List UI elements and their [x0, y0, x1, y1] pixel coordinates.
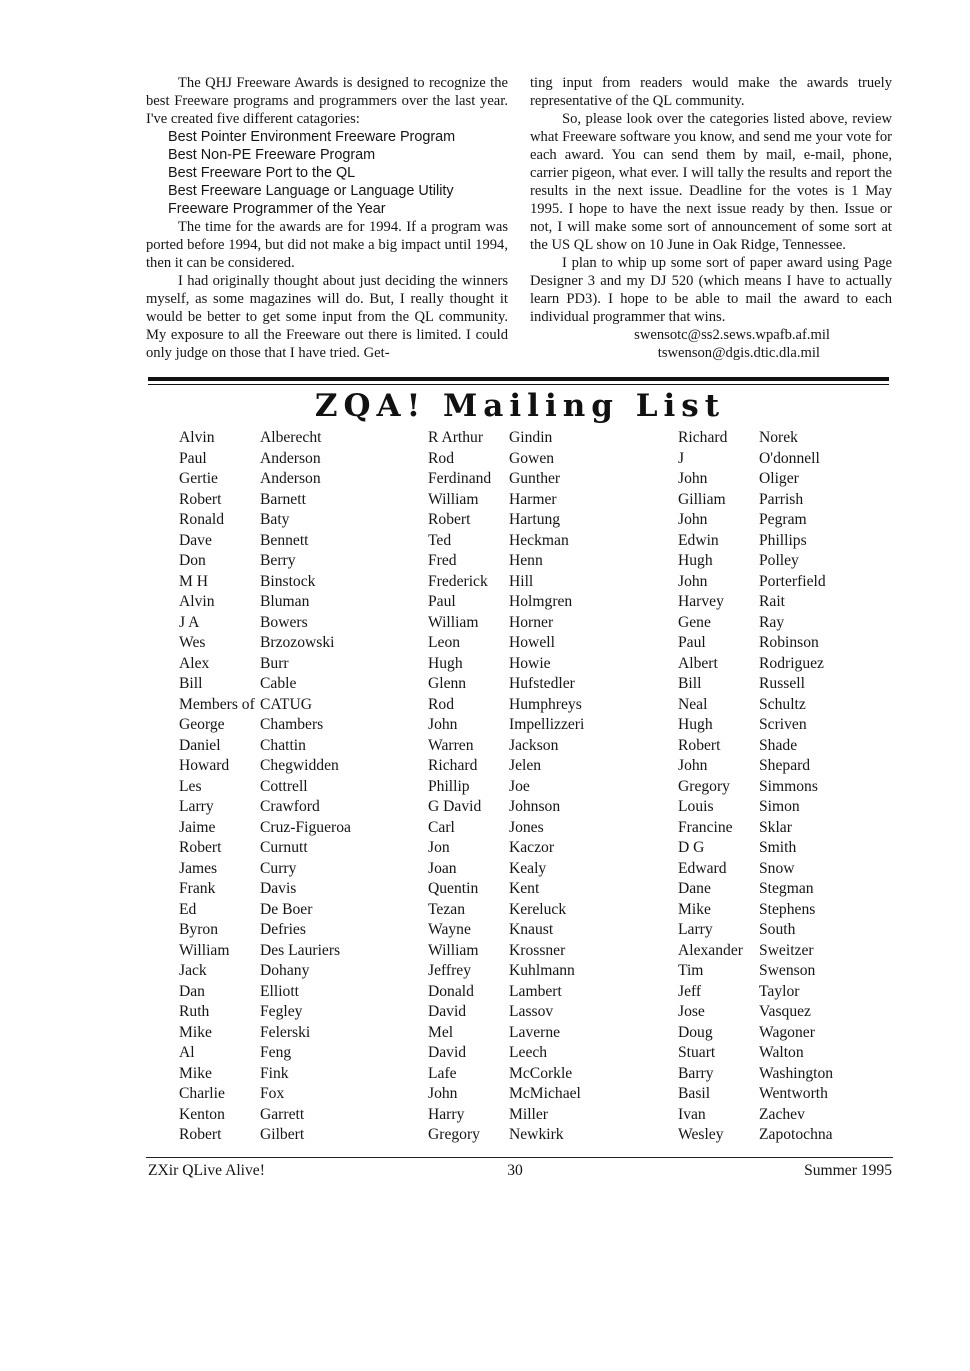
first-name: Kenton	[179, 1105, 225, 1123]
last-name: Smith	[759, 839, 797, 856]
first-name: Mike	[678, 900, 711, 918]
last-name: Berry	[260, 552, 296, 569]
first-name: Gregory	[428, 1126, 480, 1143]
first-name: David	[428, 1044, 467, 1061]
first-name: Quentin	[428, 880, 479, 897]
first-name: Jon	[428, 839, 450, 856]
first-name: George	[179, 716, 225, 733]
first-name: Ferdinand	[428, 470, 492, 487]
last-name: Jelen	[509, 757, 542, 774]
last-name: Chambers	[260, 716, 324, 733]
last-name: Howie	[509, 654, 551, 672]
last-name: Heckman	[509, 531, 569, 549]
first-name: Gilliam	[678, 490, 726, 508]
section-divider	[148, 377, 889, 381]
last-name: Phillips	[759, 531, 807, 549]
first-name: John	[678, 757, 708, 774]
last-name: South	[759, 921, 796, 938]
first-name: Donald	[428, 982, 474, 1000]
last-name: Hartung	[509, 511, 561, 528]
first-name: Al	[179, 1044, 195, 1061]
first-name: Dan	[179, 982, 205, 1000]
last-name: Fegley	[260, 1003, 303, 1020]
last-name: Cruz-Figueroa	[260, 818, 351, 836]
last-name: Anderson	[260, 449, 321, 467]
first-name: William	[428, 490, 479, 508]
first-name: Members of	[179, 695, 255, 713]
award-category: Freeware Programmer of the Year	[168, 201, 386, 217]
last-name: Porterfield	[759, 572, 826, 590]
last-name: Garrett	[260, 1105, 305, 1123]
last-name: Gunther	[509, 470, 561, 487]
first-name: Louis	[678, 798, 714, 815]
last-name: Lassov	[509, 1003, 554, 1020]
last-name: Joe	[509, 777, 530, 795]
last-name: Zapotochna	[759, 1126, 833, 1143]
last-name: Crawford	[260, 798, 320, 815]
first-name: Hugh	[678, 552, 713, 569]
last-name: Rodriguez	[759, 654, 824, 672]
first-name: Bill	[678, 675, 702, 692]
last-name: Howell	[509, 634, 555, 651]
first-name: William	[428, 613, 479, 631]
last-name: Alberecht	[260, 429, 322, 446]
last-name: De Boer	[260, 900, 313, 918]
last-name: Henn	[509, 552, 543, 569]
last-name: Hill	[509, 572, 534, 590]
first-name: Jeffrey	[428, 962, 472, 979]
last-name: Vasquez	[759, 1003, 811, 1020]
last-name: Polley	[759, 552, 799, 569]
last-name: Robinson	[759, 634, 819, 651]
first-name: Robert	[179, 839, 222, 856]
last-name: Krossner	[509, 941, 566, 959]
award-category: Best Non-PE Freeware Program	[168, 147, 376, 163]
first-name: Dane	[678, 880, 711, 897]
first-name: Glenn	[428, 675, 467, 692]
last-name: Cottrell	[260, 777, 308, 795]
last-name: Curry	[260, 859, 297, 877]
last-name: Laverne	[509, 1023, 561, 1041]
first-name: Alexander	[678, 941, 743, 959]
first-name: Rod	[428, 449, 454, 467]
first-name: Richard	[678, 429, 728, 446]
first-name: Wayne	[428, 921, 471, 938]
first-name: Robert	[678, 736, 721, 754]
last-name: Burr	[260, 654, 289, 672]
last-name: Walton	[759, 1044, 804, 1061]
first-name: Larry	[678, 921, 713, 938]
first-name: Paul	[428, 593, 456, 610]
last-name: Fox	[260, 1085, 285, 1102]
award-category: Best Freeware Language or Language Utility	[168, 183, 454, 199]
publication-name: ZXir QLive Alive!	[148, 1162, 265, 1179]
first-name: J	[678, 449, 685, 467]
last-name: McMichael	[509, 1085, 581, 1102]
first-name: Frederick	[428, 572, 488, 590]
first-name: David	[428, 1003, 467, 1020]
first-name: William	[179, 941, 230, 959]
first-name: Hugh	[678, 716, 713, 733]
voting-paragraph: So, please look over the categories listed above, review what Freeware software you know, and send me your vote for each award. You can send them by mail, e-mail, phone, carrier pigeon, what ever. I will tally the results and report the results in the next issue. Deadline for the votes is 1 May 1995. I hope to have the next issue ready by then. Issue or not, I will make some sort of announcement of some sort at the US QL show on 10 June in Oak Ridge, Tennessee.	[530, 111, 892, 253]
first-name: Jaime	[179, 818, 216, 836]
first-name: Gregory	[678, 777, 730, 795]
last-name: Barnett	[260, 490, 306, 508]
first-name: Rod	[428, 695, 454, 713]
last-name: Lambert	[509, 982, 562, 1000]
first-name: Hugh	[428, 654, 463, 672]
last-name: Brzozowski	[260, 634, 335, 651]
last-name: Taylor	[759, 982, 800, 1000]
email-address: tswenson@dgis.dtic.dla.mil	[657, 345, 820, 361]
first-name: Ed	[179, 900, 197, 918]
last-name: Gowen	[509, 449, 555, 467]
first-name: Joan	[428, 859, 457, 877]
last-name: Kuhlmann	[509, 962, 575, 979]
first-name: Francine	[678, 818, 733, 836]
last-name: Wagoner	[759, 1023, 815, 1041]
award-categories-list	[146, 128, 508, 218]
first-name: Ivan	[678, 1105, 706, 1123]
last-name: Johnson	[509, 798, 561, 815]
first-name: Robert	[179, 490, 222, 508]
first-name: Tim	[678, 962, 704, 979]
first-name: Ruth	[179, 1003, 210, 1020]
first-name: Paul	[678, 634, 706, 651]
first-name: Ted	[428, 531, 452, 549]
first-name: Carl	[428, 818, 455, 836]
last-name: Oliger	[759, 470, 799, 487]
first-name: Doug	[678, 1023, 713, 1041]
last-name: Felerski	[260, 1023, 311, 1041]
last-name: Des Lauriers	[260, 941, 341, 959]
last-name: Zachev	[759, 1105, 805, 1123]
last-name: Washington	[759, 1064, 834, 1082]
last-name: Simon	[759, 798, 800, 815]
first-name: Gene	[678, 613, 711, 631]
first-name: Lafe	[428, 1064, 457, 1082]
last-name: Stephens	[759, 900, 816, 918]
last-name: Schultz	[759, 695, 806, 713]
first-name: Paul	[179, 449, 207, 467]
first-name: Jack	[179, 962, 207, 979]
last-name: Chattin	[260, 736, 306, 754]
first-name: Howard	[179, 757, 230, 774]
first-name: G David	[428, 798, 482, 815]
last-name: Simmons	[759, 777, 818, 795]
first-name: Alvin	[179, 593, 215, 610]
last-name: Russell	[759, 675, 805, 692]
last-name: Humphreys	[509, 695, 582, 713]
last-name: Norek	[759, 429, 798, 446]
first-name: Neal	[678, 695, 708, 713]
last-name: Jones	[509, 818, 544, 836]
last-name: Sklar	[759, 818, 792, 836]
eligibility-paragraph: The time for the awards are for 1994. If a program was ported before 1994, but did not make a big impact until 1994, then it can be considered.	[146, 219, 508, 271]
first-name: Gertie	[179, 470, 218, 487]
first-name: Albert	[678, 654, 718, 672]
last-name: Chegwidden	[260, 757, 339, 774]
first-name: Robert	[428, 511, 471, 528]
last-name: Kent	[509, 880, 540, 897]
last-name: Holmgren	[509, 593, 573, 610]
first-name: Daniel	[179, 736, 221, 754]
award-category: Best Pointer Environment Freeware Program	[168, 129, 456, 145]
first-name: James	[179, 859, 218, 877]
last-name: Kereluck	[509, 900, 567, 918]
first-name: Jeff	[678, 982, 702, 1000]
first-name: Alvin	[179, 429, 215, 446]
first-name: Richard	[428, 757, 478, 774]
first-name: J A	[179, 613, 200, 631]
last-name: O'donnell	[759, 449, 820, 467]
last-name: Sweitzer	[759, 941, 814, 959]
first-name: Robert	[179, 1126, 222, 1143]
input-paragraph-end: ting input from readers would make the awards truely representative of the QL community.	[530, 75, 892, 109]
first-name: Phillip	[428, 777, 470, 795]
last-name: CATUG	[260, 695, 312, 713]
first-name: Harvey	[678, 593, 724, 610]
first-name: Jose	[678, 1003, 705, 1020]
last-name: Stegman	[759, 880, 814, 897]
first-name: Larry	[179, 798, 214, 815]
first-name: Warren	[428, 736, 474, 754]
last-name: Snow	[759, 859, 795, 877]
last-name: Miller	[509, 1105, 548, 1123]
last-name: Rait	[759, 593, 785, 610]
issue-date: Summer 1995	[804, 1162, 892, 1179]
first-name: Byron	[179, 921, 218, 938]
last-name: Pegram	[759, 511, 807, 528]
last-name: Hufstedler	[509, 675, 575, 692]
last-name: Cable	[260, 675, 297, 692]
last-name: Dohany	[260, 962, 310, 979]
first-name: Tezan	[428, 900, 465, 918]
email-address: swensotc@ss2.sews.wpafb.af.mil	[634, 327, 830, 343]
last-name: Kealy	[509, 859, 547, 877]
last-name: McCorkle	[509, 1064, 573, 1082]
first-name: Edward	[678, 859, 727, 877]
first-name: Mel	[428, 1023, 454, 1041]
last-name: Baty	[260, 511, 290, 528]
first-name: Fred	[428, 552, 457, 569]
last-name: Shade	[759, 736, 798, 754]
last-name: Parrish	[759, 490, 804, 508]
first-name: John	[428, 716, 458, 733]
last-name: Swenson	[759, 962, 816, 979]
page-number: 30	[507, 1162, 523, 1179]
first-name: Mike	[179, 1023, 212, 1041]
last-name: Defries	[260, 921, 306, 938]
last-name: Anderson	[260, 470, 321, 487]
first-name: Bill	[179, 675, 203, 692]
last-name: Binstock	[260, 572, 316, 590]
first-name: Wesley	[678, 1126, 724, 1143]
last-name: Bennett	[260, 531, 309, 549]
first-name: John	[678, 572, 708, 590]
first-name: R Arthur	[428, 429, 484, 446]
first-name: Don	[179, 552, 206, 569]
mailing-list-title: ZQA! Mailing List	[314, 388, 726, 424]
last-name: Newkirk	[509, 1126, 564, 1143]
first-name: Les	[179, 777, 202, 795]
last-name: Wentworth	[759, 1085, 828, 1102]
first-name: John	[678, 511, 708, 528]
input-paragraph-start: I had originally thought about just deciding the winners myself, as some magazines will do. But, I really thought it would be better to get some input from the QL community. My exposure to all the Freeware out there is limited. I could only judge on those that I have tried. Get-	[146, 273, 508, 361]
last-name: Gindin	[509, 429, 553, 446]
last-name: Harmer	[509, 490, 557, 508]
last-name: Fink	[260, 1064, 289, 1082]
first-name: Harry	[428, 1105, 465, 1123]
section-divider-thin	[148, 384, 889, 385]
first-name: Basil	[678, 1085, 711, 1102]
last-name: Ray	[759, 613, 785, 631]
first-name: Alex	[179, 654, 210, 672]
first-name: D G	[678, 839, 705, 856]
last-name: Bowers	[260, 613, 308, 631]
first-name: Stuart	[678, 1044, 716, 1061]
first-name: Dave	[179, 531, 212, 549]
last-name: Gilbert	[260, 1126, 305, 1143]
first-name: Charlie	[179, 1085, 225, 1102]
first-name: Leon	[428, 634, 461, 651]
intro-paragraph: The QHJ Freeware Awards is designed to recognize the best Freeware programs and programmers over the last year. I've created five different catagories:	[146, 75, 508, 127]
last-name: Curnutt	[260, 839, 308, 856]
first-name: John	[428, 1085, 458, 1102]
award-category: Best Freeware Port to the QL	[168, 165, 356, 181]
last-name: Impellizzeri	[509, 716, 585, 733]
first-name: Edwin	[678, 531, 719, 549]
last-name: Horner	[509, 613, 554, 631]
first-name: Wes	[179, 634, 206, 651]
last-name: Davis	[260, 880, 297, 897]
first-name: Barry	[678, 1064, 714, 1082]
article-column-left	[146, 74, 508, 362]
first-name: William	[428, 941, 479, 959]
first-name: M H	[179, 572, 209, 590]
last-name: Knaust	[509, 921, 554, 938]
last-name: Elliott	[260, 982, 299, 1000]
last-name: Bluman	[260, 593, 310, 610]
first-name: Ronald	[179, 511, 225, 528]
last-name: Feng	[260, 1044, 292, 1061]
award-paragraph: I plan to whip up some sort of paper award using Page Designer 3 and my DJ 520 (which means I have to actually learn PD3). I hope to be able to mail the award to each individual programmer that wins.	[530, 255, 892, 325]
first-name: John	[678, 470, 708, 487]
first-name: Mike	[179, 1064, 212, 1082]
last-name: Scriven	[759, 716, 807, 733]
last-name: Leech	[509, 1044, 548, 1061]
first-name: Frank	[179, 880, 216, 897]
footer-rule	[146, 1157, 893, 1158]
last-name: Jackson	[509, 736, 559, 754]
last-name: Kaczor	[509, 839, 555, 856]
article-column-right	[530, 74, 892, 362]
last-name: Shepard	[759, 757, 811, 774]
